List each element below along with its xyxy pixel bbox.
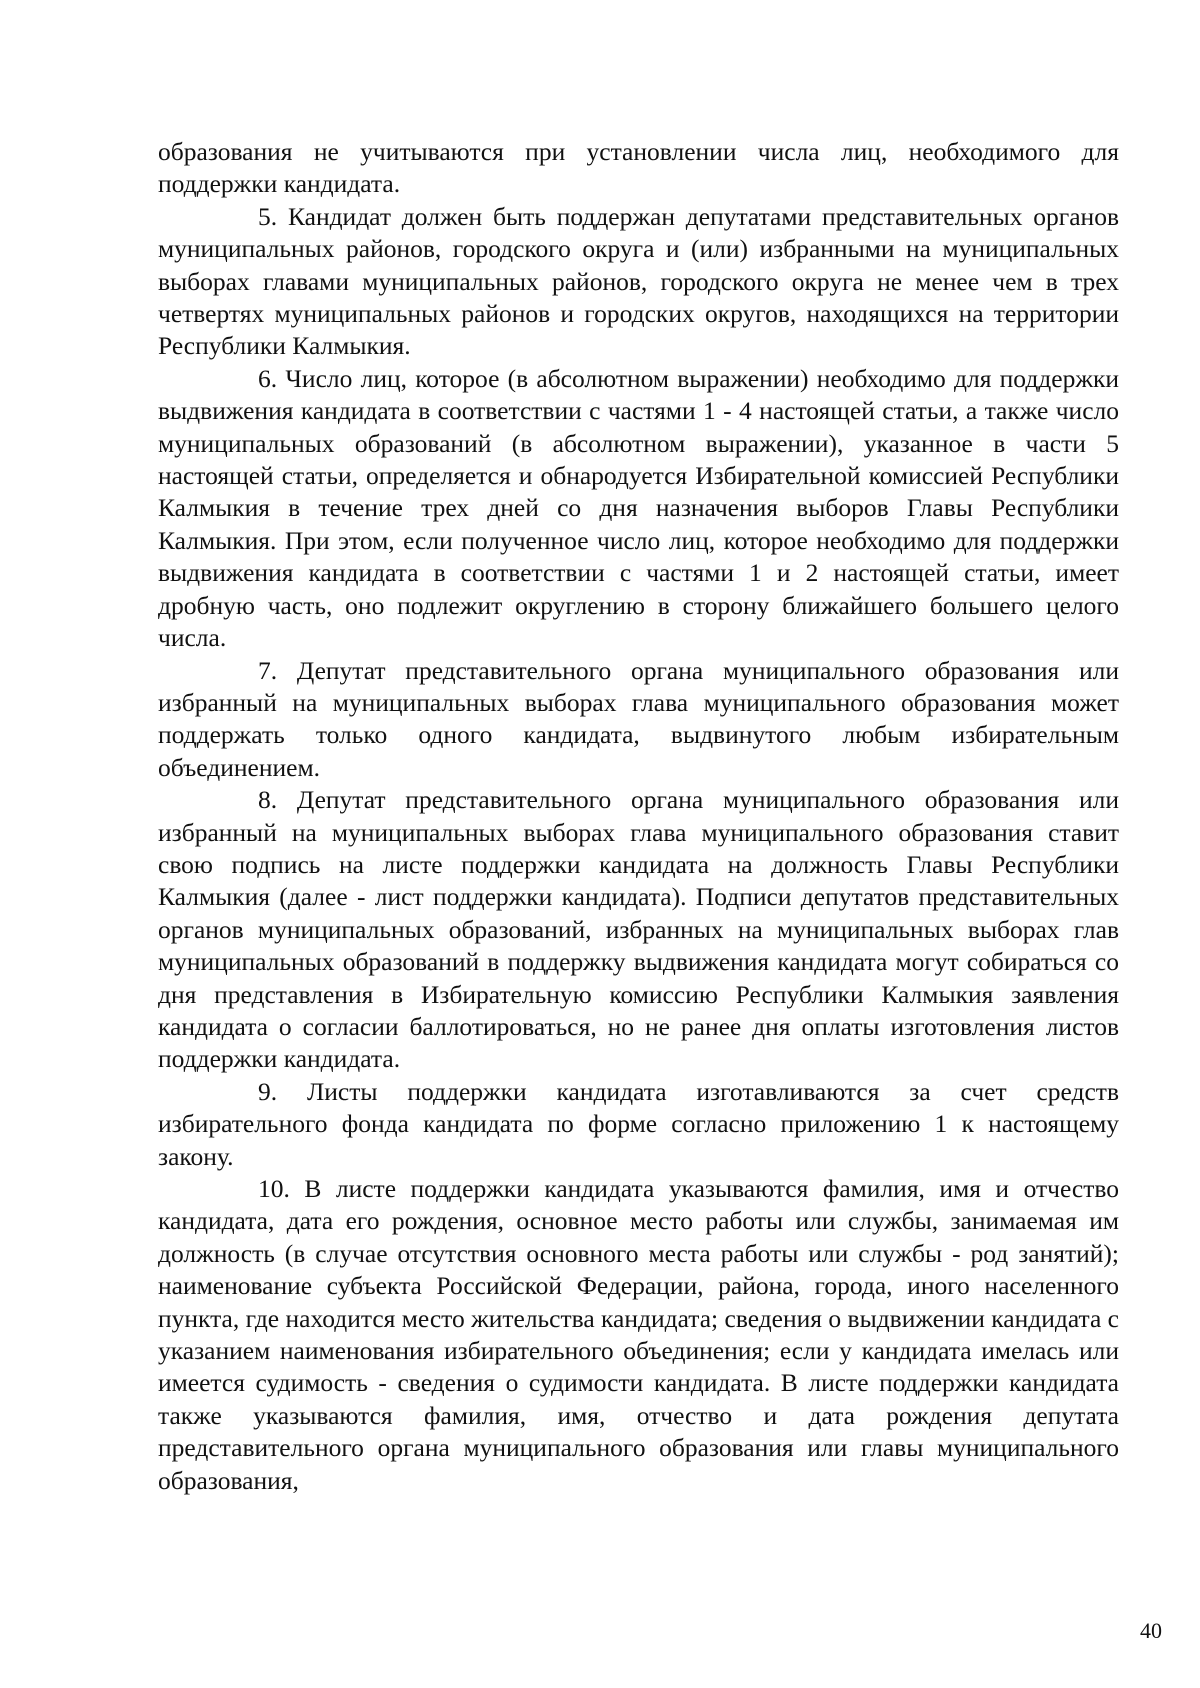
paragraph-item-5: 5. Кандидат должен быть поддержан депутатами представительных органов муниципальных районов, городского округа и (или) избранными на муниципальных выборах главами муниципальных районов, городского округа не менее чем в трех четвертях муниципальных районов и городских округов, находящихся на территории Республики Калмыкия.: [158, 201, 1119, 361]
document-body: [158, 136, 1119, 1497]
paragraph-item-7: 7. Депутат представительного органа муниципального образования или избранный на муниципальных выборах глава муниципального образования может поддержать только одного кандидата, выдвинутого любым избирательным объединением.: [158, 655, 1119, 782]
paragraph-item-10: 10. В листе поддержки кандидата указываются фамилия, имя и отчество кандидата, дата его рождения, основное место работы или службы, занимаемая им должность (в случае отсутствия основного места работы или службы - род занятий); наименование субъекта Российской Федерации, района, города, иного населенного пункта, где находится место жительства кандидата; сведения о выдвижении кандидата с указанием наименования избирательного объединения; если у кандидата имелась или имеется судимость - сведения о судимости кандидата. В листе поддержки кандидата также указываются фамилия, имя, отчество и дата рождения депутата представительного органа муниципального образования или главы муниципального образования,: [158, 1174, 1119, 1495]
page-number: 40: [1140, 1618, 1162, 1643]
paragraph-item-6: 6. Число лиц, которое (в абсолютном выражении) необходимо для поддержки выдвижения кандидата в соответствии с частями 1 - 4 настоящей статьи, а также число муниципальных образований (в абсолютном выражении), указанное в части 5 настоящей статьи, определяется и обнародуется Избирательной комиссией Республики Калмыкия в течение трех дней со дня назначения выборов Главы Республики Калмыкия. При этом, если полученное число лиц, которое необходимо для поддержки выдвижения кандидата в соответствии с частями 1 и 2 настоящей статьи, имеет дробную часть, оно подлежит округлению в сторону ближайшего большего целого числа.: [158, 363, 1119, 653]
paragraph-item-8: 8. Депутат представительного органа муниципального образования или избранный на муниципальных выборах глава муниципального образования ставит свою подпись на листе поддержки кандидата на должность Главы Республики Калмыкия (далее - лист поддержки кандидата). Подписи депутатов представительных органов муниципальных образований, избранных на муниципальных выборах глав муниципальных образований в поддержку выдвижения кандидата могут собираться со дня представления в Избирательную комиссию Республики Калмыкия заявления кандидата о согласии баллотироваться, но не ранее дня оплаты изготовления листов поддержки кандидата.: [158, 785, 1119, 1074]
paragraph-continuation: образования не учитываются при установлении числа лиц, необходимого для поддержки кандидата.: [158, 137, 1119, 199]
paragraph-item-9: 9. Листы поддержки кандидата изготавливаются за счет средств избирательного фонда кандидата по форме согласно приложению 1 к настоящему закону.: [158, 1076, 1119, 1171]
